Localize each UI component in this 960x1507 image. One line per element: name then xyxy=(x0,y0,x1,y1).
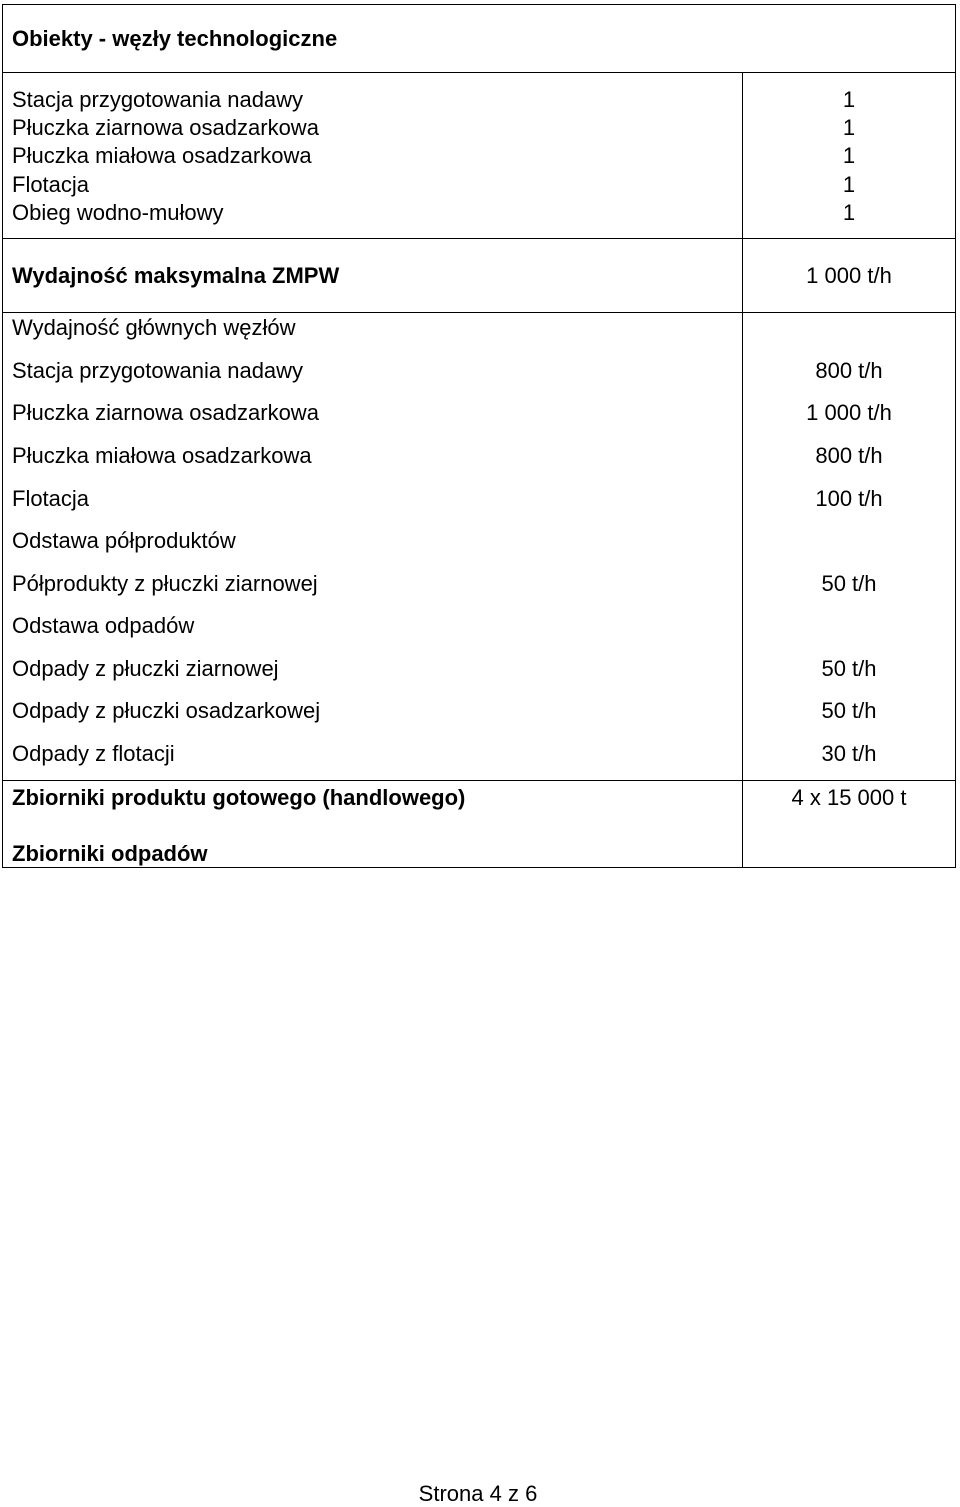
tank-label: Zbiorniki odpadów xyxy=(12,841,208,866)
capacity-row-label: Odpady z płuczki osadzarkowej xyxy=(12,698,321,723)
tank-value: 4 x 15 000 t xyxy=(791,785,907,810)
capacity-row-label: Półprodukty z płuczki ziarnowej xyxy=(12,571,318,596)
node-label: Flotacja xyxy=(12,172,90,197)
node-count: 1 xyxy=(842,87,856,112)
capacity-row-label: Odpady z płuczki ziarnowej xyxy=(12,656,279,681)
row-divider xyxy=(2,780,956,781)
capacity-row-value: 50 t/h xyxy=(821,571,877,596)
main-capacity-header: Wydajność głównych węzłów xyxy=(12,315,296,340)
capacity-row-value: 30 t/h xyxy=(821,741,877,766)
node-label: Obieg wodno-mułowy xyxy=(12,200,224,225)
capacity-row-value: 50 t/h xyxy=(821,656,877,681)
row-divider xyxy=(2,312,956,313)
capacity-row-value: 50 t/h xyxy=(821,698,877,723)
max-capacity-value: 1 000 t/h xyxy=(806,263,892,288)
row-divider xyxy=(2,72,956,73)
table-border-bottom xyxy=(2,867,956,868)
table-border-left xyxy=(2,4,3,868)
node-label: Stacja przygotowania nadawy xyxy=(12,87,304,112)
capacity-row-label: Odpady z flotacji xyxy=(12,741,175,766)
table-border-top xyxy=(2,4,956,5)
capacity-row-label: Odstawa odpadów xyxy=(12,613,195,638)
capacity-row-value: 800 t/h xyxy=(815,443,883,468)
tank-label: Zbiorniki produktu gotowego (handlowego) xyxy=(12,785,466,810)
node-count: 1 xyxy=(842,115,856,140)
capacity-row-label: Płuczka miałowa osadzarkowa xyxy=(12,443,312,468)
capacity-row-label: Płuczka ziarnowa osadzarkowa xyxy=(12,400,319,425)
capacity-row-label: Odstawa półproduktów xyxy=(12,528,236,553)
capacity-row-label: Stacja przygotowania nadawy xyxy=(12,358,304,383)
node-count: 1 xyxy=(842,200,856,225)
table-header: Obiekty - węzły technologiczne xyxy=(12,26,338,51)
node-label: Płuczka ziarnowa osadzarkowa xyxy=(12,115,319,140)
node-count: 1 xyxy=(842,143,856,168)
node-label: Płuczka miałowa osadzarkowa xyxy=(12,143,312,168)
capacity-row-value: 800 t/h xyxy=(815,358,883,383)
row-divider xyxy=(2,238,956,239)
max-capacity-label: Wydajność maksymalna ZMPW xyxy=(12,263,340,288)
page-number: Strona 4 z 6 xyxy=(418,1481,538,1506)
capacity-row-label: Flotacja xyxy=(12,486,90,511)
capacity-row-value: 1 000 t/h xyxy=(806,400,892,425)
node-count: 1 xyxy=(842,172,856,197)
capacity-row-value: 100 t/h xyxy=(815,486,883,511)
